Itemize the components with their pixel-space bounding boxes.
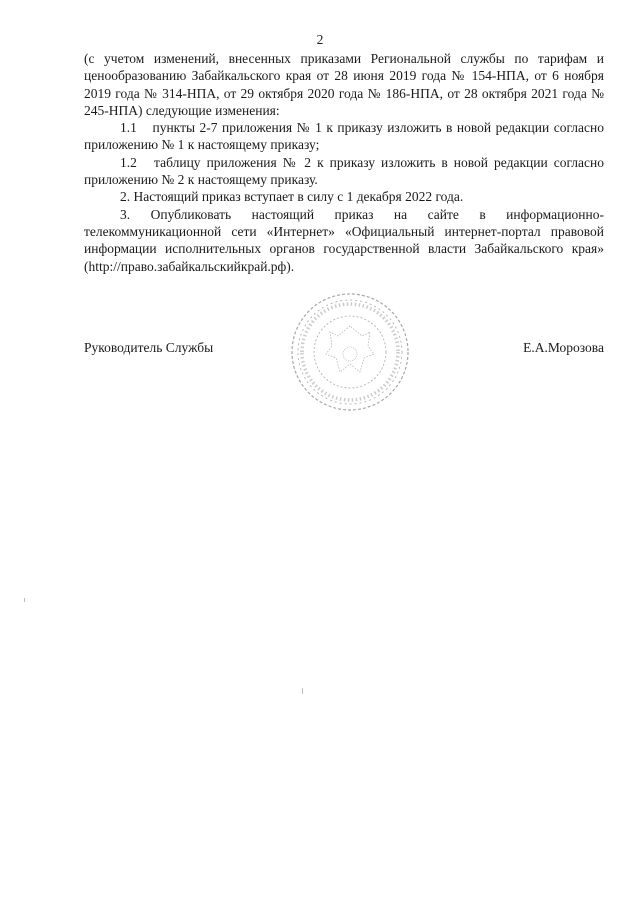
list-item-1-1 xyxy=(84,119,604,154)
document-body xyxy=(84,50,604,275)
intro-paragraph: (с учетом изменений, внесенных приказами Региональной службы по тарифам и ценообразованию Забайкальского края от 28 июня 2019 года № 154-НПА, от 6 ноября 2019 года № 314-НПА, от 29 октября 2020 года № 186-НПА, от 28 октября 2021 года № 245-НПА) следующие изменения: xyxy=(84,51,604,118)
official-seal-icon xyxy=(288,290,412,414)
signatory-title: Руководитель Службы xyxy=(84,340,214,355)
item-number: 1.1 xyxy=(120,120,137,136)
item-text: таблицу приложения № 2 к приказу изложить в новой редакции согласно приложению № 2 к настоящему приказу. xyxy=(84,154,605,188)
item-number: 1.2 xyxy=(120,154,137,170)
signatory-name: Е.А.Морозова xyxy=(523,340,604,355)
point-2-paragraph: 2. Настоящий приказ вступает в силу с 1 декабря 2022 года. xyxy=(120,189,464,205)
list-item-1-2 xyxy=(84,154,604,189)
item-text: пункты 2-7 приложения № 1 к приказу изложить в новой редакции согласно приложению № 1 к настоящему приказу; xyxy=(84,120,604,153)
point-3-paragraph: 3. Опубликовать настоящий приказ на сайте в информационно-телекоммуникационной сети «Интернет» «Официальный интернет-портал правовой информации исполнительных органов государственной власти Забайкальского края» (http://право.забайкальскийкрай.рф). xyxy=(84,206,604,274)
scan-speck xyxy=(24,598,25,602)
scan-speck xyxy=(302,688,303,694)
page-number: 2 xyxy=(316,32,324,47)
